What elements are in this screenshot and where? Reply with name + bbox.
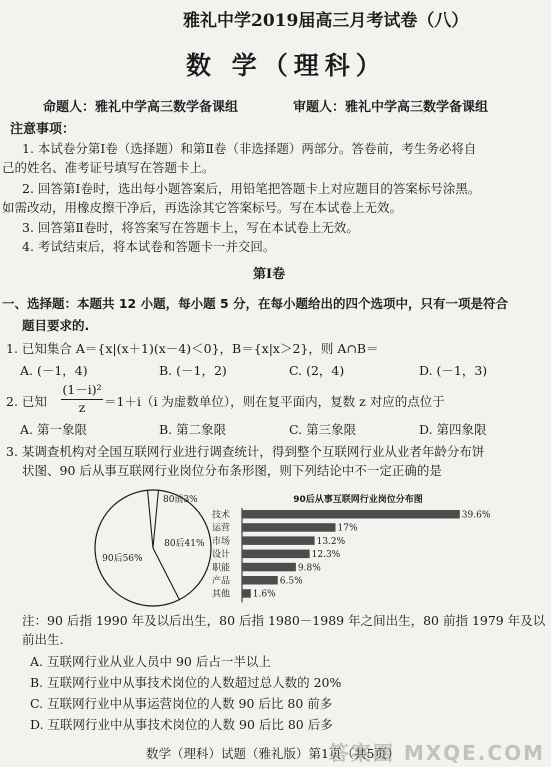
- q3-option: A. 互联网行业从业人员中 90 后占一半以上: [30, 654, 271, 669]
- q3-stem: 状图、90 后从事互联网行业岗位分布条形图，则下列结论中不一定正确的是: [22, 463, 442, 478]
- note-text: 注：90 后指 1990 年及以后出生，80 后指 1980－1989 年之间出生，80 前指 1979 年及以: [22, 613, 546, 628]
- bar: [242, 523, 336, 532]
- bar: [242, 536, 315, 545]
- q1-option: A. (－1，4): [20, 363, 88, 378]
- bar-value-label: 12.3%: [311, 550, 341, 561]
- bar-value-label: 39.6%: [461, 510, 491, 521]
- pie-slice-label: 90后56%: [102, 553, 143, 564]
- q2-suffix: ＝1＋i（i 为虚数单位），则在复平面内，复数 z 对应的点位于: [104, 394, 445, 409]
- q2-option: B. 第二象限: [159, 422, 227, 437]
- q1-option: C. (2，4): [289, 363, 345, 378]
- q3-note: [22, 611, 545, 629]
- pie-slice-label: 80前3%: [163, 495, 198, 505]
- bar-category-label: 职能: [212, 563, 231, 574]
- pie-slice-edge: [148, 490, 153, 548]
- notice-item: 4. 考试结束后，将本试卷和答题卡一并交回。: [22, 239, 276, 254]
- q2-option: D. 第四象限: [419, 422, 487, 437]
- section-line: 一、选择题：本题共 12 小题，每小题 5 分，在每小题给出的四个选项中，只有一项是符合: [2, 296, 509, 311]
- bar: [242, 576, 278, 585]
- reviewer-line: 审题人：雅礼中学高三数学备课组: [293, 100, 489, 115]
- bar-value-label: 13.2%: [316, 536, 346, 547]
- q3-option: D. 互联网行业中从事技术岗位的人数 90 后比 80 后多: [30, 717, 333, 732]
- setter-line: 命题人：雅礼中学高三数学备课组: [43, 100, 239, 115]
- pie-chart: [88, 478, 218, 608]
- bar-chart: [210, 490, 510, 608]
- notice-heading: 注意事项：: [10, 122, 76, 137]
- bar: [242, 589, 251, 598]
- part-title: 第Ⅰ卷: [253, 267, 286, 282]
- bar: [242, 510, 460, 519]
- q2-denominator: z: [61, 399, 103, 415]
- notice-item: 如需改动，用橡皮擦干净后，再选涂其它答案标号。写在本试卷上无效。: [2, 200, 403, 215]
- q2-option: C. 第三象限: [289, 422, 357, 437]
- subject-title: 数 学（理科）: [186, 51, 387, 80]
- bar-category-label: 市场: [212, 536, 231, 547]
- bar: [242, 563, 296, 572]
- q1-option: D. (－1，3): [419, 363, 488, 378]
- notice-item: 3. 回答第Ⅱ卷时，将答案写在答题卡上，写在本试卷上无效。: [22, 220, 359, 235]
- bar-category-label: 技术: [212, 510, 231, 521]
- bar-category-label: 设计: [212, 550, 231, 561]
- bar-value-label: 6.5%: [279, 576, 303, 587]
- q3-stem: 3. 某调查机构对全国互联网行业进行调查统计，得到整个互联网行业从业者年龄分布饼: [6, 444, 485, 459]
- page-footer: 数学（理科）试题（雅礼版）第1页（共5页）: [146, 746, 400, 761]
- exam-title: 雅礼中学2019届高三月考试卷（八）: [183, 11, 469, 31]
- q2-prefix: 2. 已知: [6, 394, 47, 409]
- watermark-text: 答案圈 MXQE.COM: [328, 741, 545, 765]
- bar-value-label: 9.8%: [297, 563, 321, 574]
- pie-slice-edge: [153, 490, 158, 548]
- q2-fraction: [61, 380, 103, 415]
- section-line: 题目要求的.: [22, 318, 90, 333]
- q1-stem: 1. 已知集合 A＝{x|(x＋1)(x－4)＜0}，B＝{x|x＞2}，则 A∩B＝: [6, 341, 379, 356]
- q1-option: B. (－1，2): [159, 363, 227, 378]
- notice-item: 2. 回答第Ⅰ卷时，选出每小题答案后，用铅笔把答题卡上对应题目的答案标号涂黑。: [22, 181, 481, 196]
- bar-value-label: 1.6%: [252, 589, 276, 600]
- bar: [242, 550, 310, 559]
- notice-item: 己的姓名、准考证号填写在答题卡上。: [2, 160, 215, 175]
- q3-note: 前出生.: [22, 632, 64, 647]
- bar-value-label: 17%: [337, 523, 358, 534]
- bar-chart-title: 90后从事互联网行业岗位分布图: [293, 495, 423, 505]
- pie-slice-label: 80后41%: [164, 539, 205, 550]
- notice-item: 1. 本试卷分第Ⅰ卷（选择题）和第Ⅱ卷（非选择题）两部分。答卷前，考生务必将自: [22, 141, 477, 156]
- q3-option: B. 互联网行业中从事技术岗位的人数超过总人数的 20%: [30, 675, 342, 690]
- pie-slice-edge: [153, 548, 179, 600]
- bar-category-label: 运营: [212, 523, 231, 534]
- q2-numerator: (1－i)²: [62, 382, 102, 397]
- q3-option: C. 互联网行业中从事运营岗位的人数 90 后比 80 前多: [30, 696, 333, 711]
- bar-category-label: 产品: [212, 576, 231, 587]
- q2-option: A. 第一象限: [20, 422, 87, 437]
- watermark: [329, 741, 545, 765]
- bar-category-label: 其他: [212, 589, 231, 600]
